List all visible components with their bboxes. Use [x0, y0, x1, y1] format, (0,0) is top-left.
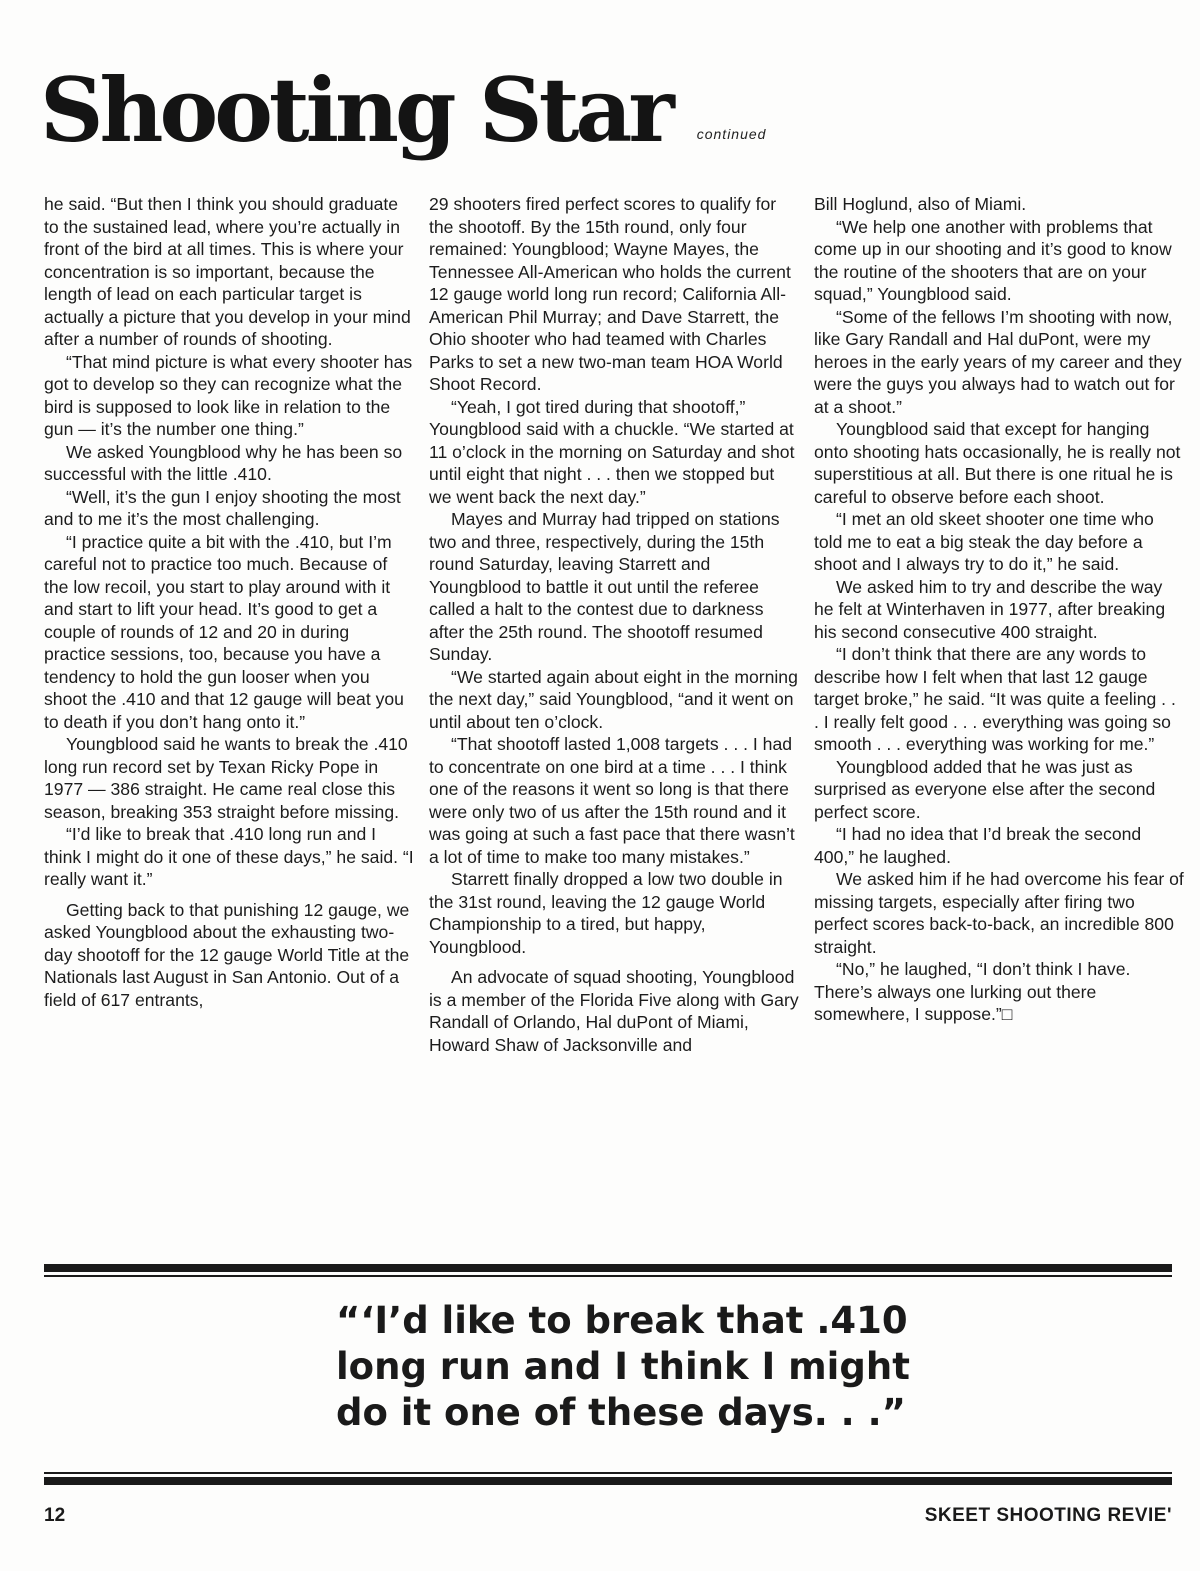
paragraph: “No,” he laughed, “I don’t think I have. There’s always one lurking out there somewhere, I suppose.”□	[814, 959, 1131, 1024]
divider-rule	[44, 1264, 1172, 1272]
paragraph: We asked Youngblood why he has been so successful with the little .410.	[44, 441, 403, 484]
paragraph: “That shootoff lasted 1,008 targets . . . I had to concentrate on one bird at a time . . . I think one of the reasons it went so long is that there were only two of us after the 15th round and it was going at such a fast pace that there wasn’t a lot of time to make too many mistakes.”	[429, 734, 795, 867]
paragraph: 29 shooters fired perfect scores to qualify for the shootoff. By the 15th round, only four remained: Youngblood; Wayne Mayes, the Tennessee All-American who holds the current 12 gauge world long run record; California All-American Phil Murray; and Dave Starrett, the Ohio shooter who had teamed with Charles Parks to set a new two-man team HOA World Shoot Record.	[429, 194, 791, 394]
paragraph: “We help one another with problems that come up in our shooting and it’s good to know the routine of the shooters that are on your squad,” Youngblood said.	[814, 216, 1172, 304]
paragraph: “I practice quite a bit with the .410, but I’m careful not to practice too much. Because of the low recoil, you start to play around with it and start to lift your head. It’s good to get a couple of rounds of 12 and 20 in during practice sessions, too, because you have a tendency to hold the gun looser when you shoot the .410 and that 12 gauge will beat you to death if you don’t hang onto it.”	[44, 531, 404, 732]
paragraph: Youngblood added that he was just as surprised as everyone else after the second perfect score.	[814, 756, 1156, 822]
paragraph: Bill Hoglund, also of Miami.	[814, 194, 1027, 214]
paragraph: “We started again about eight in the morning the next day,” said Youngblood, “and it went on until about ten o’clock.	[429, 666, 798, 732]
paragraph: “Some of the fellows I’m shooting with now, like Gary Randall and Hal duPont, were my heroes in the early years of my career and they were the guys you always had to watch out for at a shoot.”	[814, 306, 1182, 417]
magazine-name: SKEET SHOOTING REVIE'	[924, 1505, 1172, 1526]
divider-rule	[44, 1472, 1172, 1474]
paragraph: he said. “But then I think you should graduate to the sustained lead, where you’re actually in front of the bird at all times. This is where your concentration is so important, because the length of lead on each particular target is actually a picture that you develop in your mind after a number of rounds of shooting.	[44, 194, 411, 349]
column-2	[429, 193, 799, 1261]
paragraph: Starrett finally dropped a low two double in the 31st round, leaving the 12 gauge World Championship to a tired, but happy, Youngblood.	[429, 869, 783, 957]
article-columns	[44, 193, 1184, 1261]
paragraph: Mayes and Murray had tripped on stations two and three, respectively, during the 15th round Saturday, leaving Starrett and Youngblood to battle it out until the referee called a halt to the contest due to darkness after the 25th round. The shootoff resumed Sunday.	[429, 509, 780, 664]
column-3	[814, 193, 1184, 1261]
paragraph: We asked him if he had overcome his fear of missing targets, especially after firing two perfect scores back-to-back, an incredible 800 straight.	[814, 869, 1184, 957]
paragraph: “I don’t think that there are any words to describe how I felt when that last 12 gauge target broke,” he said. “It was quite a feeling . . . I really felt good . . . everything was going so smooth . . . everything was working for me.”	[814, 644, 1176, 754]
continued-label: continued	[696, 126, 767, 142]
paragraph: Youngblood said he wants to break the .410 long run record set by Texan Ricky Pope in 1977 — 386 straight. He came real close this season, breaking 353 straight before missing.	[44, 734, 408, 822]
paragraph: Youngblood said that except for hanging onto shooting hats occasionally, he is really not superstitious at all. But there is one ritual he is careful to observe before each shoot.	[814, 419, 1181, 507]
divider-rule	[44, 1477, 1172, 1485]
article-title: Shooting Star	[40, 58, 671, 162]
pull-quote: “‘I’d like to break that .410 long run and I think I might do it one of these days. . .”	[336, 1299, 910, 1434]
paragraph: Getting back to that punishing 12 gauge, we asked Youngblood about the exhausting two-day shootoff for the 12 gauge World Title at the Nationals last August in San Antonio. Out of a field of 617 entrants,	[44, 899, 410, 1010]
paragraph: We asked him to try and describe the way he felt at Winterhaven in 1977, after breaking his second consecutive 400 straight.	[814, 576, 1166, 642]
paragraph: “I had no idea that I’d break the second 400,” he laughed.	[814, 824, 1142, 867]
headline	[40, 58, 767, 162]
paragraph: “Yeah, I got tired during that shootoff,” Youngblood said with a chuckle. “We started at 11 o’clock in the morning on Saturday and shot until eight that night . . . then we stopped but we went back the next day.”	[429, 396, 795, 507]
paragraph: “Well, it’s the gun I enjoy shooting the most and to me it’s the most challenging.	[44, 486, 401, 529]
paragraph: “That mind picture is what every shooter has got to develop so they can recognize what the bird is supposed to look like in relation to the gun — it’s the number one thing.”	[44, 351, 413, 439]
paragraph: “I’d like to break that .410 long run and I think I might do it one of these days,” he said. “I really want it.”	[44, 824, 414, 889]
divider-rule	[44, 1275, 1172, 1277]
column-1	[44, 193, 414, 1261]
paragraph: An advocate of squad shooting, Youngblood is a member of the Florida Five along with Gary Randall of Orlando, Hal duPont of Miami, Howard Shaw of Jacksonville and	[429, 967, 799, 1055]
page-number: 12	[44, 1505, 66, 1526]
paragraph: “I met an old skeet shooter one time who told me to eat a big steak the day before a shoot and I always try to do it,” he said.	[814, 509, 1154, 574]
